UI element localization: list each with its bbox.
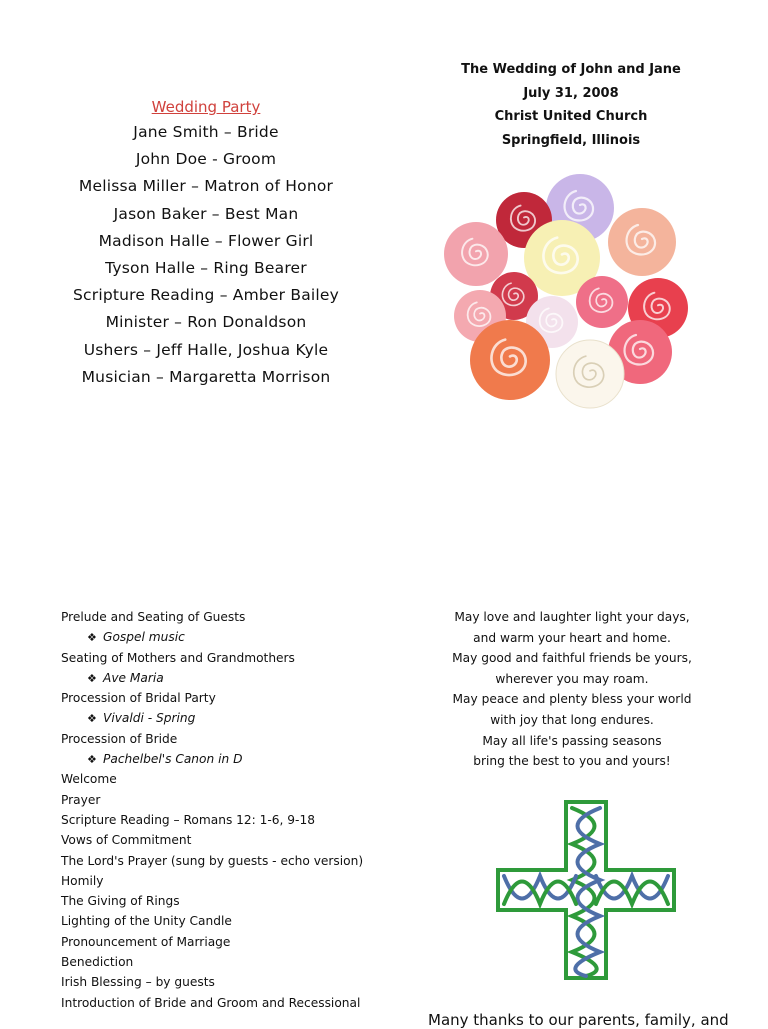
service-item (61, 790, 391, 810)
service-item-text: Benediction (61, 955, 134, 970)
blessing-line: May good and faithful friends be yours, (452, 651, 692, 666)
service-item-text: Vows of Commitment (61, 833, 192, 848)
blessing-line: bring the best to you and yours! (473, 754, 671, 769)
cross-knotwork (504, 808, 668, 976)
party-member: Melissa Miller – Matron of Honor (78, 177, 334, 196)
service-item (61, 830, 391, 850)
service-item (61, 891, 391, 911)
party-member: Minister – Ron Donaldson (105, 313, 307, 332)
diamond-bullet-icon: ❖ (87, 631, 97, 645)
roses (444, 174, 688, 408)
service-item-text: Prelude and Seating of Guests (61, 610, 246, 624)
service-item-text: Procession of Bride (61, 731, 178, 746)
party-member: Scripture Reading – Amber Bailey (72, 286, 340, 305)
diamond-bullet-icon: ❖ (87, 671, 97, 685)
service-item (61, 648, 391, 668)
thanks-text: Many thanks to our parents, family, and (428, 1011, 729, 1029)
diamond-bullet-icon: ❖ (87, 753, 97, 767)
irish-blessing (436, 607, 708, 772)
service-item-text: Introduction of Bride and Groom and Recessional (61, 995, 361, 1010)
service-item-text: Prayer (61, 792, 101, 807)
service-item-text: Scripture Reading – Romans 12: 1-6, 9-18 (61, 812, 315, 827)
service-item (61, 729, 391, 749)
service-item-text: Procession of Bridal Party (61, 691, 216, 706)
party-member: Jason Baker – Best Man (113, 204, 299, 223)
service-item-text: Ave Maria (103, 670, 164, 685)
service-item (61, 871, 391, 891)
service-item (61, 607, 391, 627)
party-member: Tyson Halle – Ring Bearer (105, 258, 307, 277)
blessing-line: and warm your heart and home. (473, 630, 671, 645)
service-item-text: Homily (61, 873, 104, 888)
header-venue: Christ United Church (494, 109, 648, 124)
service-item (61, 952, 391, 972)
service-item-text: The Lord's Prayer (sung by guests - echo version) (61, 853, 364, 868)
blessing-line: with joy that long endures. (490, 712, 654, 727)
service-item (61, 911, 391, 931)
service-item-text: Pronouncement of Marriage (61, 934, 231, 949)
program-header (426, 58, 716, 152)
service-item-text: Lighting of the Unity Candle (61, 914, 232, 929)
service-item-text: Seating of Mothers and Grandmothers (61, 650, 295, 665)
cross-outline (498, 802, 674, 978)
blessing-line: May love and laughter light your days, (454, 610, 690, 624)
party-member: Musician – Margaretta Morrison (81, 367, 331, 386)
party-member: Ushers – Jeff Halle, Joshua Kyle (83, 340, 329, 359)
service-item (61, 993, 391, 1013)
service-item-text: Pachelbel's Canon in D (103, 752, 243, 767)
service-music-item (61, 668, 391, 688)
service-music-item (61, 708, 391, 728)
header-title: The Wedding of John and Jane (461, 62, 681, 77)
service-item (61, 810, 391, 830)
order-of-service (61, 607, 391, 1013)
party-member: John Doe - Groom (135, 150, 277, 169)
service-item-text: Vivaldi - Spring (103, 711, 196, 726)
service-item-text: Irish Blessing – by guests (61, 975, 215, 990)
blessing-line: wherever you may roam. (495, 671, 649, 686)
rose-bouquet-illustration (440, 160, 696, 430)
blessing-line: May peace and plenty bless your world (452, 692, 692, 707)
party-member: Jane Smith – Bride (133, 123, 279, 141)
service-item-text: Gospel music (103, 630, 185, 645)
service-item (61, 972, 391, 992)
service-item-text: Welcome (61, 772, 117, 787)
party-member: Madison Halle – Flower Girl (98, 231, 314, 250)
service-music-item (61, 627, 391, 647)
service-item (61, 688, 391, 708)
diamond-bullet-icon: ❖ (87, 712, 97, 726)
wedding-party-list (40, 96, 372, 391)
service-item (61, 851, 391, 871)
wedding-party-heading: Wedding Party (151, 98, 261, 116)
service-item (61, 932, 391, 952)
blessing-line: May all life's passing seasons (482, 733, 662, 748)
header-location: Springfield, Illinois (501, 132, 641, 148)
header-date: July 31, 2008 (523, 85, 619, 101)
service-item-text: The Giving of Rings (61, 894, 180, 909)
celtic-cross-icon (494, 798, 678, 982)
service-item (61, 769, 391, 789)
service-music-item (61, 749, 391, 769)
